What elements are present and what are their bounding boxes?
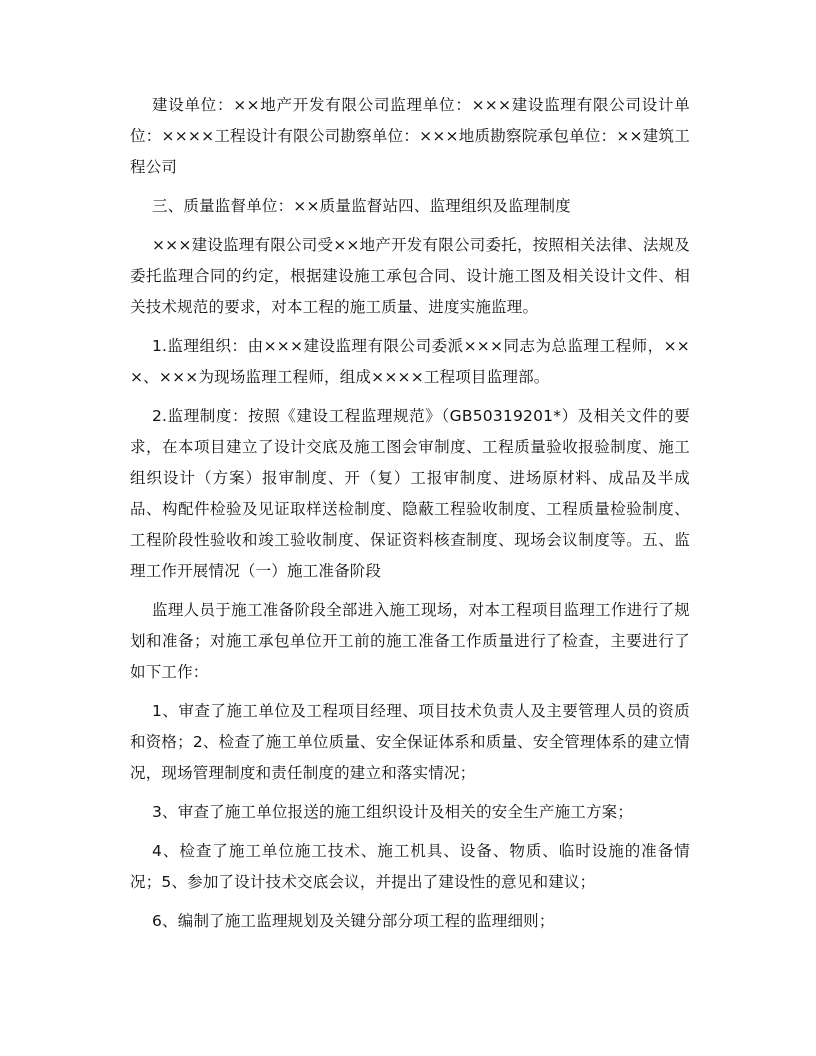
list-item-work-3: 3、审查了施工单位报送的施工组织设计及相关的安全生产施工方案； — [152, 803, 634, 821]
list-item-work-6: 6、编制了施工监理规划及关键分部分项工程的监理细则； — [152, 912, 555, 930]
list-item-work-1-2: 1、审查了施工单位及工程项目经理、项目技术负责人及主要管理人员的资质和资格；2、检查了施工单位质量、安全保证体系和质量、安全管理体系的建立情况，现场管理制度和责任制度的建立和落实情况； — [130, 702, 690, 782]
paragraph-participating-units: 建设单位：××地产开发有限公司监理单位：×××建设监理有限公司设计单位：××××工程设计有限公司勘察单位：×××地质勘察院承包单位：××建筑工程公司 — [130, 96, 690, 176]
paragraph-preparation-stage: 监理人员于施工准备阶段全部进入施工现场，对本工程项目监理工作进行了规划和准备；对施工承包单位开工前的施工准备工作质量进行了检查，主要进行了如下工作： — [130, 601, 690, 681]
paragraph-supervision-organization: 1.监理组织：由×××建设监理有限公司委派×××同志为总监理工程师，×××、×××为现场监理工程师，组成××××工程项目监理部。 — [130, 337, 690, 386]
paragraph-supervision-system: 2.监理制度：按照《建设工程监理规范》（GB50319201*）及相关文件的要求，在本项目建立了设计交底及施工图会审制度、工程质量验收报验制度、施工组织设计（方案）报审制度、开（复）工报审制度、进场原材料、成品及半成品、构配件检验及见证取样送检制度、隐蔽工程验收制度、工程质量检验制度、工程阶段性验收和竣工验收制度、保证资料核查制度、现场会议制度等。五、监理工作开展情况（一）施工准备阶段 — [130, 407, 690, 580]
paragraph-supervision-commission: ×××建设监理有限公司受××地产开发有限公司委托，按照相关法律、法规及委托监理合同的约定，根据建设施工承包合同、设计施工图及相关设计文件、相关技术规范的要求，对本工程的施工质量、进度实施监理。 — [130, 236, 690, 316]
paragraph-quality-supervision: 三、质量监督单位：××质量监督站四、监理组织及监理制度 — [152, 197, 571, 215]
list-item-work-4-5: 4、检查了施工单位施工技术、施工机具、设备、物质、临时设施的准备情况；5、参加了设计技术交底会议，并提出了建设性的意见和建议； — [130, 842, 690, 891]
document-page — [130, 90, 690, 945]
